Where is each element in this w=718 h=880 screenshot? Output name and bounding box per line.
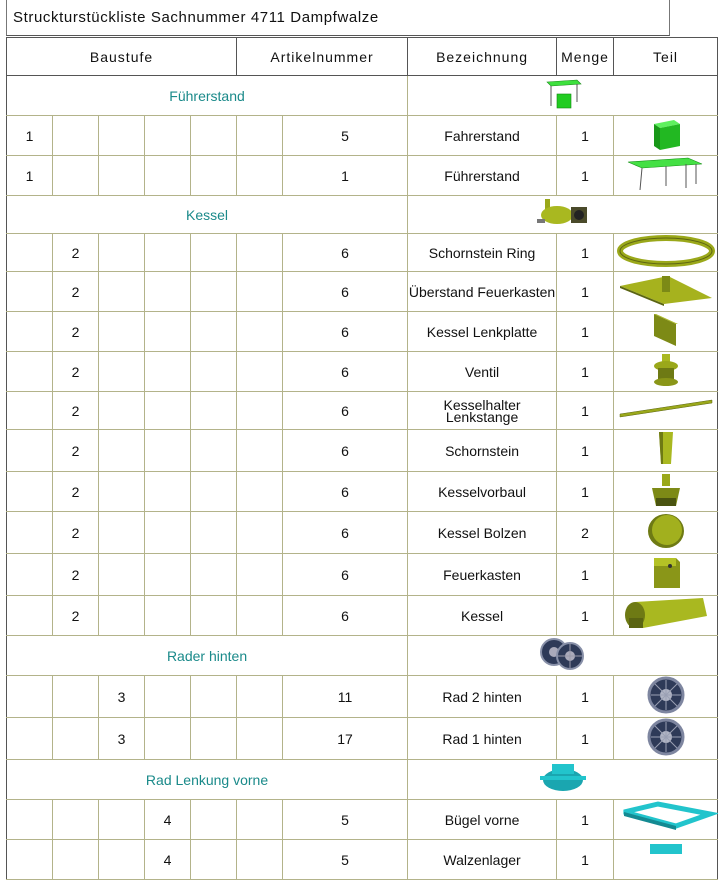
empty-cell [237, 718, 283, 760]
baustufe-cell [145, 840, 191, 880]
empty-cell [99, 234, 145, 272]
empty-cell [99, 472, 145, 512]
baustufe-cell [53, 596, 99, 636]
empty-cell [7, 392, 53, 430]
teil-cell [614, 272, 718, 312]
empty-cell [237, 596, 283, 636]
baustufe-cell [7, 116, 53, 156]
part-row [7, 116, 718, 156]
empty-cell [145, 596, 191, 636]
part-row [7, 234, 718, 272]
artikelnummer-cell: 6 [283, 352, 408, 392]
menge-cell: 1 [557, 352, 614, 392]
bezeichnung-cell: Bügel vorne [408, 800, 557, 840]
baustufe-value: 3 [117, 688, 126, 705]
empty-cell [191, 472, 237, 512]
empty-cell [237, 554, 283, 596]
menge-cell: 1 [557, 840, 614, 880]
bezeichnung-cell: Kessel Lenkplatte [408, 312, 557, 352]
menge-cell: 1 [557, 472, 614, 512]
document-title: Struckturstückliste Sachnummer 4711 Dampfwalze [6, 0, 670, 36]
empty-cell [145, 352, 191, 392]
empty-cell [145, 512, 191, 554]
empty-cell [145, 392, 191, 430]
menge-cell: 1 [557, 718, 614, 760]
baustufe-cell [53, 352, 99, 392]
cyan-bracket-icon [614, 840, 717, 879]
empty-cell [53, 676, 99, 718]
empty-cell [53, 156, 99, 196]
baustufe-value: 2 [71, 607, 80, 624]
bom-table [6, 37, 718, 880]
baustufe-cell [99, 676, 145, 718]
teil-cell [614, 512, 718, 554]
menge-cell: 1 [557, 676, 614, 718]
baustufe-value: 1 [25, 127, 34, 144]
baustufe-cell [53, 272, 99, 312]
empty-cell [237, 312, 283, 352]
menge-cell: 1 [557, 430, 614, 472]
empty-cell [191, 156, 237, 196]
olive-front-icon [614, 472, 717, 511]
teil-cell [614, 676, 718, 718]
empty-cell [7, 840, 53, 880]
bezeichnung-cell: Walzenlager [408, 840, 557, 880]
bezeichnung-cell: Überstand Feuerkasten [408, 272, 557, 312]
teil-cell [614, 312, 718, 352]
empty-cell [99, 596, 145, 636]
group-thumbnail [408, 760, 718, 800]
teil-cell [614, 718, 718, 760]
group-label: Kessel [7, 196, 408, 234]
olive-cylinder-icon [614, 596, 717, 635]
empty-cell [145, 718, 191, 760]
empty-cell [237, 512, 283, 554]
artikelnummer-cell: 6 [283, 234, 408, 272]
empty-cell [145, 116, 191, 156]
empty-cell [99, 512, 145, 554]
part-row [7, 512, 718, 554]
part-row [7, 430, 718, 472]
header-menge: Menge [557, 38, 614, 76]
group-label: Rad Lenkung vorne [7, 760, 408, 800]
baustufe-value: 1 [25, 167, 34, 184]
empty-cell [191, 800, 237, 840]
artikelnummer-cell: 17 [283, 718, 408, 760]
bezeichnung-cell: Kessel Bolzen [408, 512, 557, 554]
empty-cell [237, 430, 283, 472]
header-baustufe: Baustufe [7, 38, 237, 76]
menge-cell: 1 [557, 800, 614, 840]
part-row [7, 312, 718, 352]
empty-cell [53, 800, 99, 840]
empty-cell [99, 272, 145, 312]
group-row [7, 196, 718, 234]
part-row [7, 156, 718, 196]
menge-cell: 1 [557, 596, 614, 636]
bezeichnung-cell: Fahrerstand [408, 116, 557, 156]
baustufe-value: 4 [163, 851, 172, 868]
empty-cell [145, 676, 191, 718]
artikelnummer-cell: 6 [283, 512, 408, 554]
artikelnummer-cell: 6 [283, 392, 408, 430]
olive-rod-icon [614, 396, 717, 425]
group-row [7, 76, 718, 116]
baustufe-value: 3 [117, 730, 126, 747]
empty-cell [237, 472, 283, 512]
artikelnummer-cell: 11 [283, 676, 408, 718]
empty-cell [237, 272, 283, 312]
part-row [7, 596, 718, 636]
bezeichnung-cell: Rad 2 hinten [408, 676, 557, 718]
bezeichnung-cell: Schornstein Ring [408, 234, 557, 272]
empty-cell [237, 392, 283, 430]
empty-cell [53, 718, 99, 760]
green-roof-cab-icon [408, 76, 717, 115]
empty-cell [7, 596, 53, 636]
empty-cell [191, 272, 237, 312]
empty-cell [237, 234, 283, 272]
empty-cell [7, 512, 53, 554]
menge-cell: 1 [557, 116, 614, 156]
group-thumbnail [408, 636, 718, 676]
empty-cell [191, 718, 237, 760]
baustufe-value: 2 [71, 402, 80, 419]
bezeichnung-cell: Ventil [408, 352, 557, 392]
bezeichnung-cell: Schornstein [408, 430, 557, 472]
group-row [7, 636, 718, 676]
empty-cell [7, 234, 53, 272]
teil-cell [614, 234, 718, 272]
artikelnummer-cell: 6 [283, 472, 408, 512]
empty-cell [145, 156, 191, 196]
empty-cell [237, 116, 283, 156]
menge-cell: 1 [557, 554, 614, 596]
empty-cell [99, 800, 145, 840]
teil-cell [614, 800, 718, 840]
header-row [7, 38, 718, 76]
empty-cell [191, 512, 237, 554]
baustufe-value: 2 [71, 363, 80, 380]
empty-cell [145, 472, 191, 512]
empty-cell [7, 272, 53, 312]
part-row [7, 800, 718, 840]
empty-cell [99, 156, 145, 196]
empty-cell [191, 676, 237, 718]
empty-cell [145, 554, 191, 596]
empty-cell [99, 312, 145, 352]
empty-cell [53, 116, 99, 156]
group-label: Führerstand [7, 76, 408, 116]
empty-cell [7, 554, 53, 596]
empty-cell [99, 840, 145, 880]
empty-cell [7, 676, 53, 718]
artikelnummer-cell: 5 [283, 840, 408, 880]
empty-cell [237, 352, 283, 392]
artikelnummer-cell: 6 [283, 312, 408, 352]
empty-cell [191, 234, 237, 272]
empty-cell [237, 676, 283, 718]
olive-boiler-icon [408, 197, 717, 232]
group-thumbnail [408, 196, 718, 234]
teil-cell [614, 840, 718, 880]
empty-cell [191, 352, 237, 392]
artikelnummer-cell: 5 [283, 800, 408, 840]
empty-cell [53, 840, 99, 880]
empty-cell [7, 718, 53, 760]
baustufe-value: 2 [71, 283, 80, 300]
header-bezeichnung: Bezeichnung [408, 38, 557, 76]
baustufe-value: 2 [71, 442, 80, 459]
part-row [7, 272, 718, 312]
teil-cell [614, 116, 718, 156]
empty-cell [99, 352, 145, 392]
bezeichnung-cell: Kesselvorbaul [408, 472, 557, 512]
menge-cell: 1 [557, 392, 614, 430]
wheel-pair-icon [408, 636, 717, 675]
baustufe-cell [53, 392, 99, 430]
artikelnummer-cell: 6 [283, 430, 408, 472]
olive-plate-icon [614, 272, 717, 311]
teil-cell [614, 430, 718, 472]
empty-cell [99, 430, 145, 472]
menge-cell: 1 [557, 234, 614, 272]
baustufe-value: 2 [71, 524, 80, 541]
artikelnummer-cell: 6 [283, 554, 408, 596]
wheel-icon [614, 676, 717, 717]
artikelnummer-cell: 6 [283, 272, 408, 312]
teil-cell [614, 392, 718, 430]
part-row [7, 840, 718, 880]
bezeichnung-cell: Feuerkasten [408, 554, 557, 596]
olive-valve-icon [614, 352, 717, 391]
empty-cell [145, 234, 191, 272]
teil-cell [614, 596, 718, 636]
part-row [7, 554, 718, 596]
empty-cell [7, 312, 53, 352]
baustufe-value: 2 [71, 244, 80, 261]
baustufe-cell [53, 312, 99, 352]
artikelnummer-cell: 1 [283, 156, 408, 196]
baustufe-cell [53, 512, 99, 554]
baustufe-cell [53, 554, 99, 596]
header-artikelnummer: Artikelnummer [237, 38, 408, 76]
empty-cell [7, 430, 53, 472]
empty-cell [191, 392, 237, 430]
baustufe-cell [145, 800, 191, 840]
empty-cell [191, 840, 237, 880]
baustufe-value: 2 [71, 483, 80, 500]
baustufe-cell [53, 430, 99, 472]
part-row [7, 676, 718, 718]
empty-cell [7, 352, 53, 392]
olive-firebox-icon [614, 554, 717, 595]
olive-disc-icon [614, 512, 717, 553]
group-row [7, 760, 718, 800]
empty-cell [191, 116, 237, 156]
bezeichnung-cell: Kesselhalter Lenkstange [408, 392, 557, 430]
menge-cell: 2 [557, 512, 614, 554]
olive-panel-icon [614, 312, 717, 351]
empty-cell [237, 156, 283, 196]
group-label: Rader hinten [7, 636, 408, 676]
menge-cell: 1 [557, 312, 614, 352]
menge-cell: 1 [557, 156, 614, 196]
group-thumbnail [408, 76, 718, 116]
empty-cell [191, 554, 237, 596]
baustufe-value: 2 [71, 566, 80, 583]
empty-cell [191, 596, 237, 636]
part-row [7, 472, 718, 512]
parts-list-sheet [6, 0, 679, 868]
empty-cell [191, 430, 237, 472]
empty-cell [99, 392, 145, 430]
baustufe-cell [53, 472, 99, 512]
baustufe-value: 4 [163, 811, 172, 828]
empty-cell [7, 800, 53, 840]
empty-cell [145, 312, 191, 352]
artikelnummer-cell: 6 [283, 596, 408, 636]
header-teil: Teil [614, 38, 718, 76]
teil-cell [614, 352, 718, 392]
empty-cell [7, 472, 53, 512]
bezeichnung-cell: Führerstand [408, 156, 557, 196]
empty-cell [99, 554, 145, 596]
artikelnummer-cell: 5 [283, 116, 408, 156]
bezeichnung-cell: Kessel [408, 596, 557, 636]
olive-ring-icon [614, 234, 717, 271]
cyan-front-roller-icon [408, 760, 717, 799]
baustufe-cell [99, 718, 145, 760]
teil-cell [614, 472, 718, 512]
olive-chimney-icon [614, 430, 717, 471]
empty-cell [99, 116, 145, 156]
empty-cell [145, 430, 191, 472]
baustufe-cell [53, 234, 99, 272]
empty-cell [145, 272, 191, 312]
cyan-frame-icon [614, 800, 717, 839]
part-row [7, 352, 718, 392]
baustufe-cell [7, 156, 53, 196]
teil-cell [614, 156, 718, 196]
empty-cell [191, 312, 237, 352]
green-box-icon [614, 116, 717, 155]
empty-cell [237, 840, 283, 880]
green-roof-icon [614, 156, 717, 195]
teil-cell [614, 554, 718, 596]
menge-cell: 1 [557, 272, 614, 312]
part-row [7, 392, 718, 430]
empty-cell [237, 800, 283, 840]
baustufe-value: 2 [71, 323, 80, 340]
wheel-icon [614, 718, 717, 759]
bezeichnung-cell: Rad 1 hinten [408, 718, 557, 760]
part-row [7, 718, 718, 760]
